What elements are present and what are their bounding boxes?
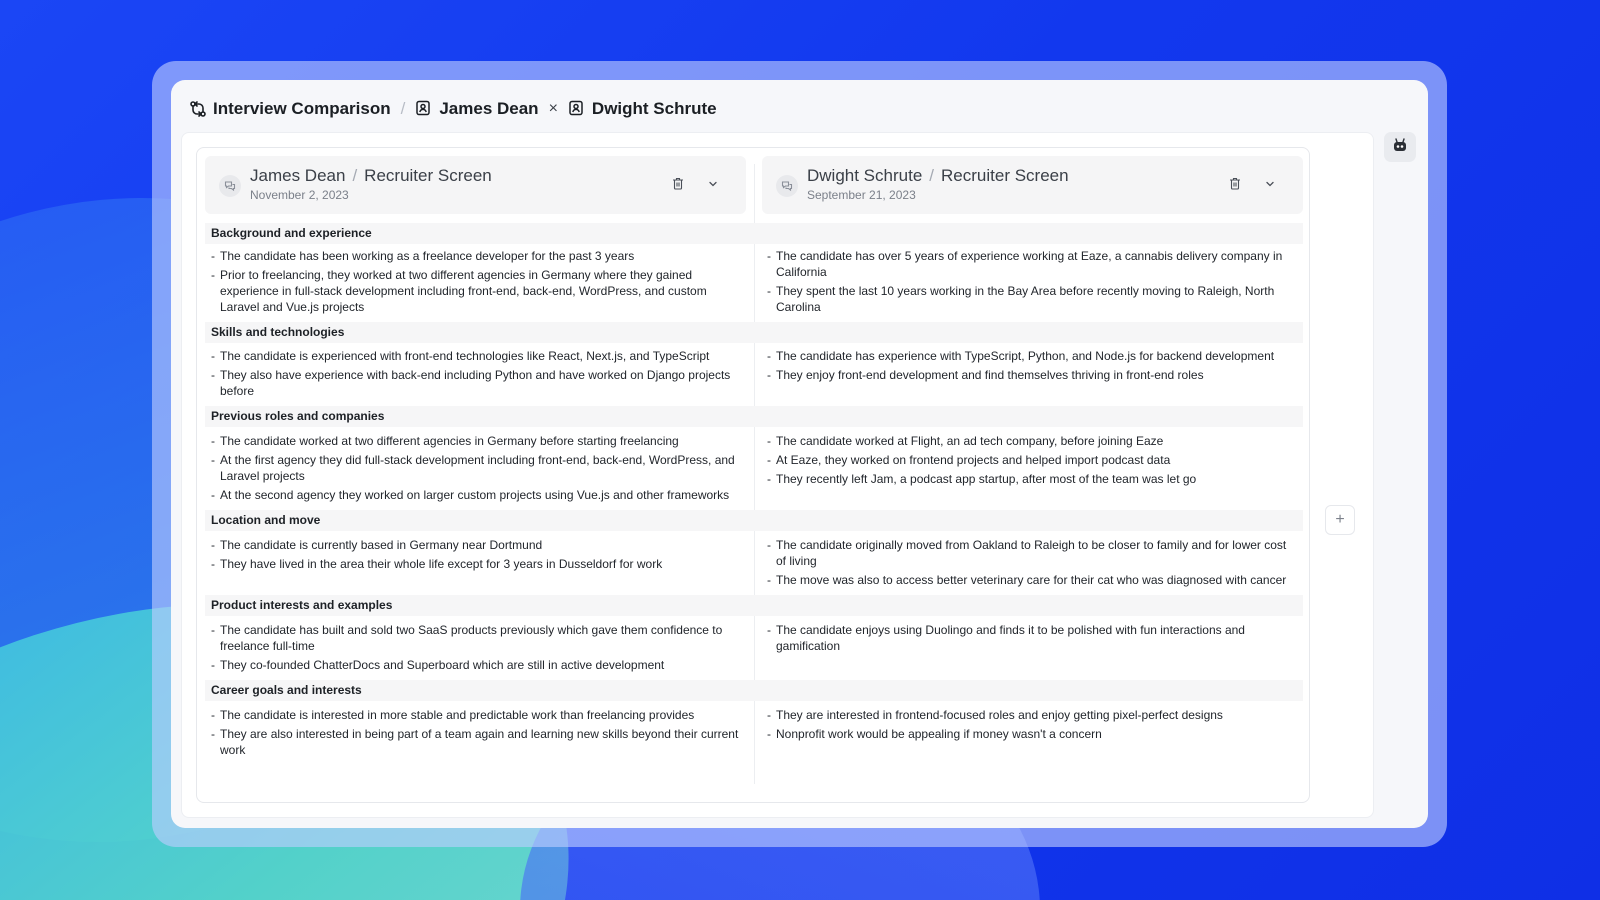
add-interview-button[interactable]	[1325, 505, 1355, 535]
list-item: - The candidate has over 5 years of experience working at Eaze, a cannabis delivery company in California	[767, 248, 1299, 280]
app-window	[171, 80, 1428, 828]
breadcrumb-candidate-a[interactable]: James Dean	[439, 99, 539, 118]
list-item: - They have lived in the area their whole life except for 3 years in Dusseldorf for work	[211, 556, 745, 572]
interview-header-left	[205, 156, 746, 214]
section-title: Previous roles and companies	[211, 409, 385, 423]
section-title: Career goals and interests	[211, 683, 362, 697]
list-item: - Prior to freelancing, they worked at two different agencies in Germany where they gained experience in full-stack development including front-end, back-end, WordPress, and custom Laravel and Vue.js projects	[211, 267, 745, 315]
notes-list-left	[211, 433, 745, 506]
trash-icon	[672, 177, 684, 195]
notes-list-right	[767, 537, 1299, 591]
interview-title	[807, 166, 1069, 186]
section-title: Skills and technologies	[211, 325, 345, 339]
list-item: - The candidate worked at Flight, an ad tech company, before joining Eaze	[767, 433, 1299, 449]
interview-date: September 21, 2023	[807, 188, 916, 202]
list-item: - The candidate has built and sold two SaaS products previously which gave them confidence to freelance full-time	[211, 622, 745, 654]
trash-icon	[1229, 177, 1241, 195]
page-title[interactable]: Interview Comparison	[213, 99, 391, 118]
contact-card-icon	[415, 100, 433, 118]
comparison-table	[196, 147, 1310, 803]
interview-date: November 2, 2023	[250, 188, 349, 202]
section-header	[205, 510, 1303, 531]
list-item: - They are interested in frontend-focused roles and enjoy getting pixel-perfect designs	[767, 707, 1299, 723]
chevron-down-icon	[707, 177, 719, 195]
notes-list-left	[211, 622, 745, 676]
delete-button[interactable]	[668, 176, 688, 196]
list-item: - The candidate is currently based in Germany near Dortmund	[211, 537, 745, 553]
section-title: Location and move	[211, 513, 321, 527]
list-item: - They recently left Jam, a podcast app startup, after most of the team was let go	[767, 471, 1299, 487]
list-item: - The candidate has experience with TypeScript, Python, and Node.js for backend development	[767, 348, 1299, 364]
list-item: - They also have experience with back-end including Python and have worked on Django projects before	[211, 367, 745, 399]
notes-list-left	[211, 348, 745, 402]
interview-type: Recruiter Screen	[941, 166, 1069, 185]
contact-card-icon	[568, 100, 586, 118]
list-item: - At the second agency they worked on larger custom projects using Vue.js and other frameworks	[211, 487, 745, 503]
list-item: - Nonprofit work would be appealing if money wasn't a concern	[767, 726, 1299, 742]
list-item: - They spent the last 10 years working in the Bay Area before recently moving to Raleigh, North Carolina	[767, 283, 1299, 315]
title-separator: /	[929, 166, 935, 185]
list-item: - The candidate is interested in more stable and predictable work than freelancing provides	[211, 707, 745, 723]
section-header	[205, 322, 1303, 343]
notes-list-left	[211, 248, 745, 318]
chat-icon	[219, 175, 241, 197]
versus-separator: ×	[548, 100, 558, 117]
robot-icon	[1392, 137, 1408, 158]
notes-list-right	[767, 348, 1299, 386]
list-item: - The candidate worked at two different agencies in Germany before starting freelancing	[211, 433, 745, 449]
interview-type: Recruiter Screen	[364, 166, 492, 185]
breadcrumb-separator: /	[400, 99, 406, 118]
assistant-button[interactable]	[1384, 132, 1416, 162]
notes-list-left	[211, 707, 745, 761]
notes-list-right	[767, 622, 1299, 657]
section-title: Background and experience	[211, 226, 372, 240]
list-item: - They enjoy front-end development and find themselves thriving in front-end roles	[767, 367, 1299, 383]
title-separator: /	[352, 166, 358, 185]
candidate-name: James Dean	[250, 166, 346, 185]
plus-icon: +	[1335, 511, 1345, 528]
list-item: - They are also interested in being part of a team again and learning new skills beyond their current work	[211, 726, 745, 758]
list-item: - The candidate is experienced with front-end technologies like React, Next.js, and TypeScript	[211, 348, 745, 364]
list-item: - The candidate enjoys using Duolingo and finds it to be polished with fun interactions and gamification	[767, 622, 1299, 654]
list-item: - They co-founded ChatterDocs and Superboard which are still in active development	[211, 657, 745, 673]
list-item: - The candidate originally moved from Oakland to Raleigh to be closer to family and for lower cost of living	[767, 537, 1299, 569]
notes-list-left	[211, 537, 745, 575]
chevron-down-icon	[1264, 177, 1276, 195]
chat-icon	[776, 175, 798, 197]
delete-button[interactable]	[1225, 176, 1245, 196]
candidate-name: Dwight Schrute	[807, 166, 923, 185]
expand-button[interactable]	[703, 176, 723, 196]
section-header	[205, 680, 1303, 701]
compare-icon	[189, 100, 207, 118]
interview-header-right	[762, 156, 1303, 214]
list-item: - At Eaze, they worked on frontend projects and helped import podcast data	[767, 452, 1299, 468]
interview-title	[250, 166, 492, 186]
list-item: - At the first agency they did full-stack development including front-end, back-end, WordPress, and Laravel projects	[211, 452, 745, 484]
notes-list-right	[767, 248, 1299, 318]
notes-list-right	[767, 707, 1299, 745]
expand-button[interactable]	[1260, 176, 1280, 196]
breadcrumb-candidate-b[interactable]: Dwight Schrute	[591, 99, 717, 118]
list-item: - The candidate has been working as a freelance developer for the past 3 years	[211, 248, 745, 264]
comparison-panel	[181, 132, 1374, 818]
notes-list-right	[767, 433, 1299, 490]
section-title: Product interests and examples	[211, 598, 393, 612]
breadcrumb	[189, 96, 717, 122]
list-item: - The move was also to access better veterinary care for their cat who was diagnosed with cancer	[767, 572, 1299, 588]
